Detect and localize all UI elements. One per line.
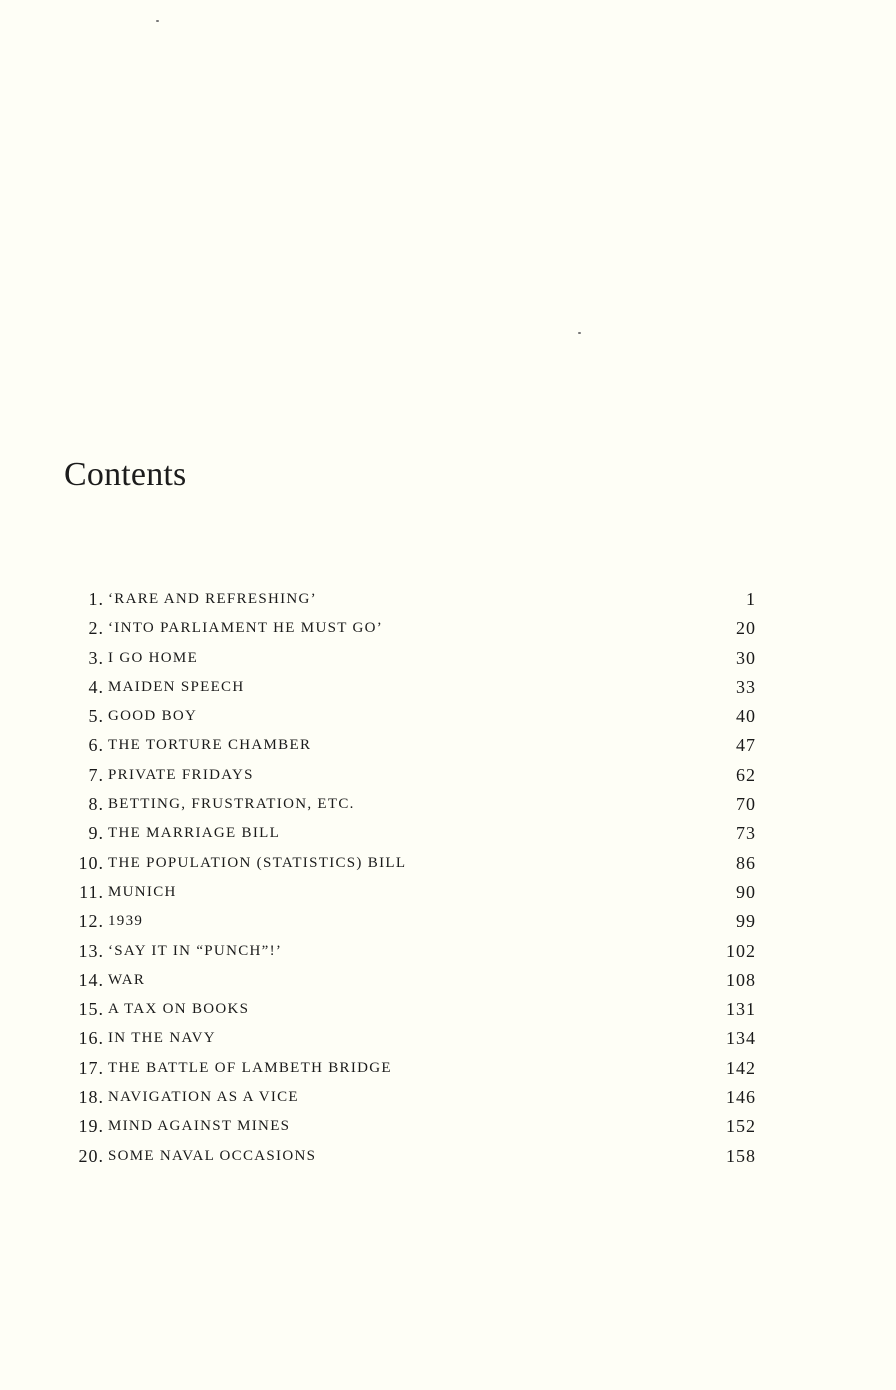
page-number: 158	[726, 1145, 756, 1166]
chapter-number: 14.	[78, 969, 104, 990]
page-number: 99	[736, 911, 756, 932]
toc-entry	[64, 907, 756, 936]
page-number: 40	[736, 706, 756, 727]
toc-entry	[64, 673, 756, 702]
chapter-title: PRIVATE FRIDAYS	[108, 766, 254, 783]
chapter-number: 15.	[78, 999, 104, 1020]
toc-entry	[64, 878, 756, 907]
toc-entry	[64, 790, 756, 819]
chapter-title: GOOD BOY	[108, 708, 198, 725]
chapter-number: 12.	[78, 911, 104, 932]
page-number: 152	[726, 1116, 756, 1137]
toc-entry	[64, 761, 756, 790]
chapter-title: BETTING, FRUSTRATION, ETC.	[108, 796, 355, 813]
chapter-number: 8.	[88, 794, 104, 815]
chapter-number: 4.	[88, 676, 104, 697]
chapter-number: 7.	[88, 764, 104, 785]
chapter-number: 3.	[88, 647, 104, 668]
toc-entry	[64, 1024, 756, 1053]
page-number: 131	[726, 999, 756, 1020]
page-number: 20	[736, 618, 756, 639]
toc-entry	[64, 1083, 756, 1112]
chapter-title: ‘RARE AND REFRESHING’	[108, 591, 317, 607]
chapter-title: THE POPULATION (STATISTICS) BILL	[108, 854, 407, 871]
chapter-title: WAR	[108, 971, 146, 988]
chapter-title: THE BATTLE OF LAMBETH BRIDGE	[108, 1059, 392, 1076]
chapter-number: 17.	[78, 1057, 104, 1078]
page-number: 30	[736, 647, 756, 668]
toc-entry	[64, 995, 756, 1024]
chapter-number: 10.	[78, 852, 104, 873]
page-number: 62	[736, 764, 756, 785]
page-number: 146	[726, 1087, 756, 1108]
toc-entry	[64, 644, 756, 673]
page-number: 102	[726, 940, 756, 961]
page-number: 73	[736, 823, 756, 844]
toc-entry	[64, 937, 756, 966]
chapter-number: 9.	[88, 823, 104, 844]
chapter-title: A TAX ON BOOKS	[108, 1001, 250, 1018]
chapter-title: THE TORTURE CHAMBER	[108, 737, 312, 754]
page-number: 70	[736, 794, 756, 815]
chapter-number: 20.	[78, 1145, 104, 1166]
table-of-contents	[64, 585, 756, 1171]
chapter-number: 2.	[88, 618, 104, 639]
toc-entry	[64, 966, 756, 995]
toc-entry	[64, 1112, 756, 1141]
page-number: 142	[726, 1057, 756, 1078]
toc-entry	[64, 585, 756, 614]
paper-speck	[578, 332, 581, 334]
page-title: Contents	[64, 456, 187, 493]
chapter-number: 11.	[79, 881, 104, 902]
toc-entry	[64, 1054, 756, 1083]
paper-speck	[156, 20, 159, 22]
page-number: 33	[736, 676, 756, 697]
chapter-number: 13.	[78, 940, 104, 961]
chapter-number: 1.	[88, 589, 104, 609]
toc-entry	[64, 849, 756, 878]
page-number: 134	[726, 1028, 756, 1049]
toc-entry	[64, 731, 756, 760]
chapter-title: ‘SAY IT IN “PUNCH”!’	[108, 942, 283, 959]
chapter-title: MIND AGAINST MINES	[108, 1118, 291, 1135]
chapter-number: 19.	[78, 1116, 104, 1137]
toc-entry	[64, 819, 756, 848]
page-number: 86	[736, 852, 756, 873]
page-number: 90	[736, 881, 756, 902]
chapter-title: 1939	[108, 913, 144, 930]
toc-entry	[64, 702, 756, 731]
chapter-title: SOME NAVAL OCCASIONS	[108, 1147, 317, 1164]
toc-entry	[64, 1142, 756, 1171]
page-number: 108	[726, 969, 756, 990]
chapter-title: I GO HOME	[108, 649, 199, 666]
chapter-number: 6.	[88, 735, 104, 756]
page-number: 47	[736, 735, 756, 756]
chapter-title: ‘INTO PARLIAMENT HE MUST GO’	[108, 620, 384, 637]
chapter-title: MUNICH	[108, 883, 177, 900]
chapter-title: NAVIGATION AS A VICE	[108, 1089, 299, 1106]
chapter-number: 16.	[78, 1028, 104, 1049]
page-number: 1	[746, 589, 756, 609]
chapter-number: 18.	[78, 1087, 104, 1108]
chapter-title: IN THE NAVY	[108, 1030, 216, 1047]
toc-entry	[64, 614, 756, 643]
chapter-title: THE MARRIAGE BILL	[108, 825, 281, 842]
chapter-title: MAIDEN SPEECH	[108, 678, 245, 695]
chapter-number: 5.	[88, 706, 104, 727]
